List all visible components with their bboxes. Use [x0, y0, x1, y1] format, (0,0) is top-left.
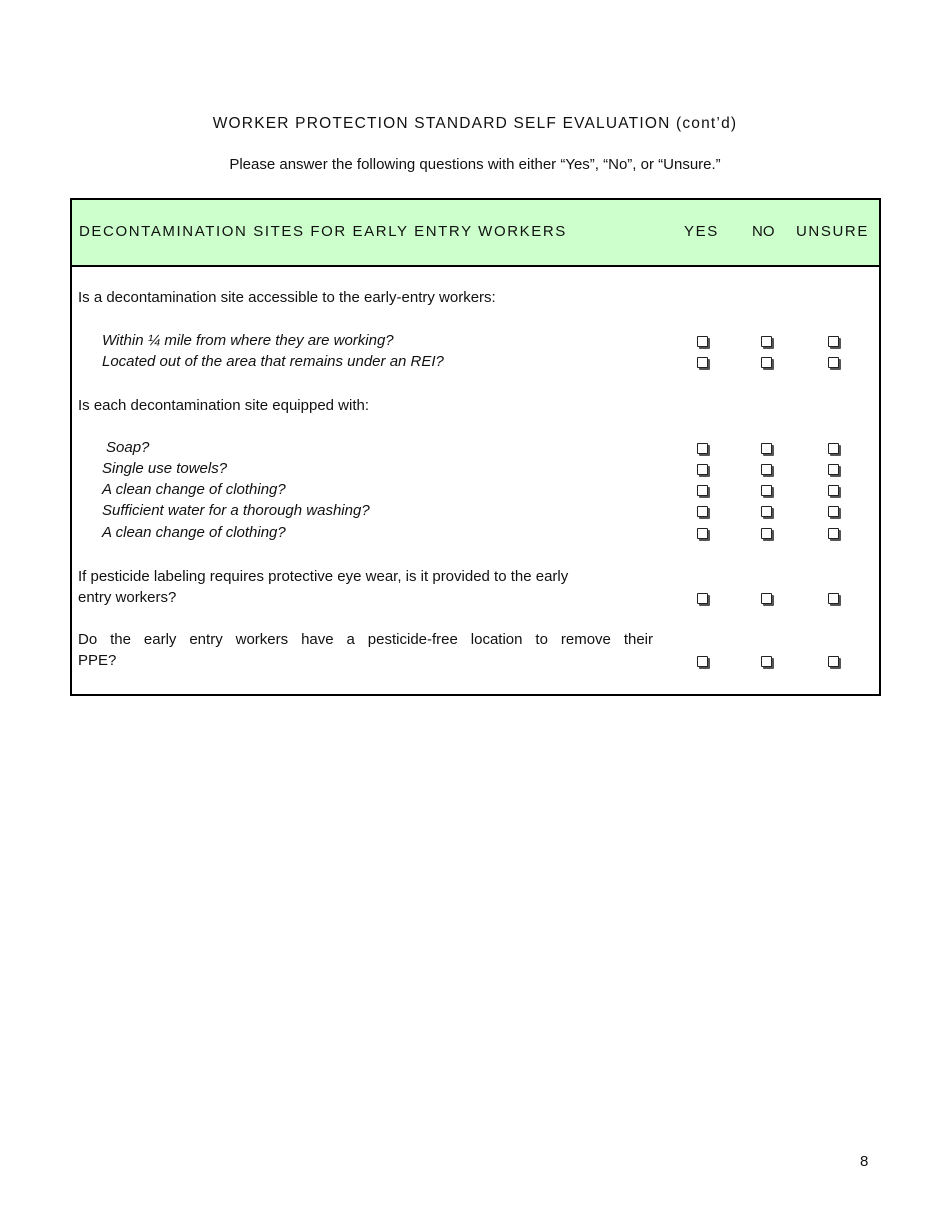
- table-header: [72, 200, 879, 267]
- question-2-item: Sufficient water for a thorough washing?: [102, 502, 370, 519]
- question-4-line: PPE?: [78, 652, 117, 669]
- column-unsure: UNSURE: [796, 223, 869, 240]
- checkbox-unsure[interactable]: [828, 593, 839, 604]
- checkbox-unsure[interactable]: [828, 336, 839, 347]
- question-2-item: Single use towels?: [102, 460, 228, 477]
- checkbox-unsure[interactable]: [828, 485, 839, 496]
- question-3-line: If pesticide labeling requires protective eye wear, is it provided to the early: [78, 568, 569, 585]
- question-1-item: Located out of the area that remains under an REI?: [102, 353, 444, 370]
- checkbox-no[interactable]: [761, 656, 772, 667]
- checkbox-no[interactable]: [761, 357, 772, 368]
- question-2-item: Soap?: [106, 439, 150, 456]
- checkbox-unsure[interactable]: [828, 656, 839, 667]
- checkbox-unsure[interactable]: [828, 506, 839, 517]
- checkbox-yes[interactable]: [697, 656, 708, 667]
- checkbox-yes[interactable]: [697, 528, 708, 539]
- question-3-line: entry workers?: [78, 589, 177, 606]
- column-yes: YES: [684, 223, 719, 240]
- checkbox-unsure[interactable]: [828, 464, 839, 475]
- checkbox-yes[interactable]: [697, 593, 708, 604]
- checkbox-yes[interactable]: [697, 506, 708, 517]
- checkbox-yes[interactable]: [697, 336, 708, 347]
- question-1: Is a decontamination site accessible to the early-entry workers:: [78, 289, 496, 306]
- checkbox-no[interactable]: [761, 443, 772, 454]
- checkbox-yes[interactable]: [697, 464, 708, 475]
- checkbox-no[interactable]: [761, 506, 772, 517]
- checkbox-no[interactable]: [761, 464, 772, 475]
- question-2-item: A clean change of clothing?: [102, 524, 286, 541]
- checkbox-no[interactable]: [761, 528, 772, 539]
- checkbox-no[interactable]: [761, 336, 772, 347]
- question-2-item: A clean change of clothing?: [102, 481, 286, 498]
- checkbox-unsure[interactable]: [828, 357, 839, 368]
- instructions: Please answer the following questions with either “Yes”, “No”, or “Unsure.”: [229, 156, 721, 173]
- section-heading: DECONTAMINATION SITES FOR EARLY ENTRY WORKERS: [79, 223, 567, 240]
- question-1-item: Within ¼ mile from where they are working?: [102, 332, 394, 349]
- column-no: NO: [752, 223, 775, 240]
- question-2: Is each decontamination site equipped with:: [78, 397, 370, 414]
- evaluation-table: [70, 198, 881, 696]
- checkbox-no[interactable]: [761, 593, 772, 604]
- checkbox-yes[interactable]: [697, 357, 708, 368]
- page-number: 8: [860, 1153, 869, 1170]
- checkbox-yes[interactable]: [697, 443, 708, 454]
- page-title: WORKER PROTECTION STANDARD SELF EVALUATION (cont’d): [212, 115, 738, 132]
- checkbox-no[interactable]: [761, 485, 772, 496]
- question-4-line: Do the early entry workers have a pesticide-free location to remove their: [78, 631, 653, 648]
- checkbox-unsure[interactable]: [828, 528, 839, 539]
- checkbox-yes[interactable]: [697, 485, 708, 496]
- checkbox-unsure[interactable]: [828, 443, 839, 454]
